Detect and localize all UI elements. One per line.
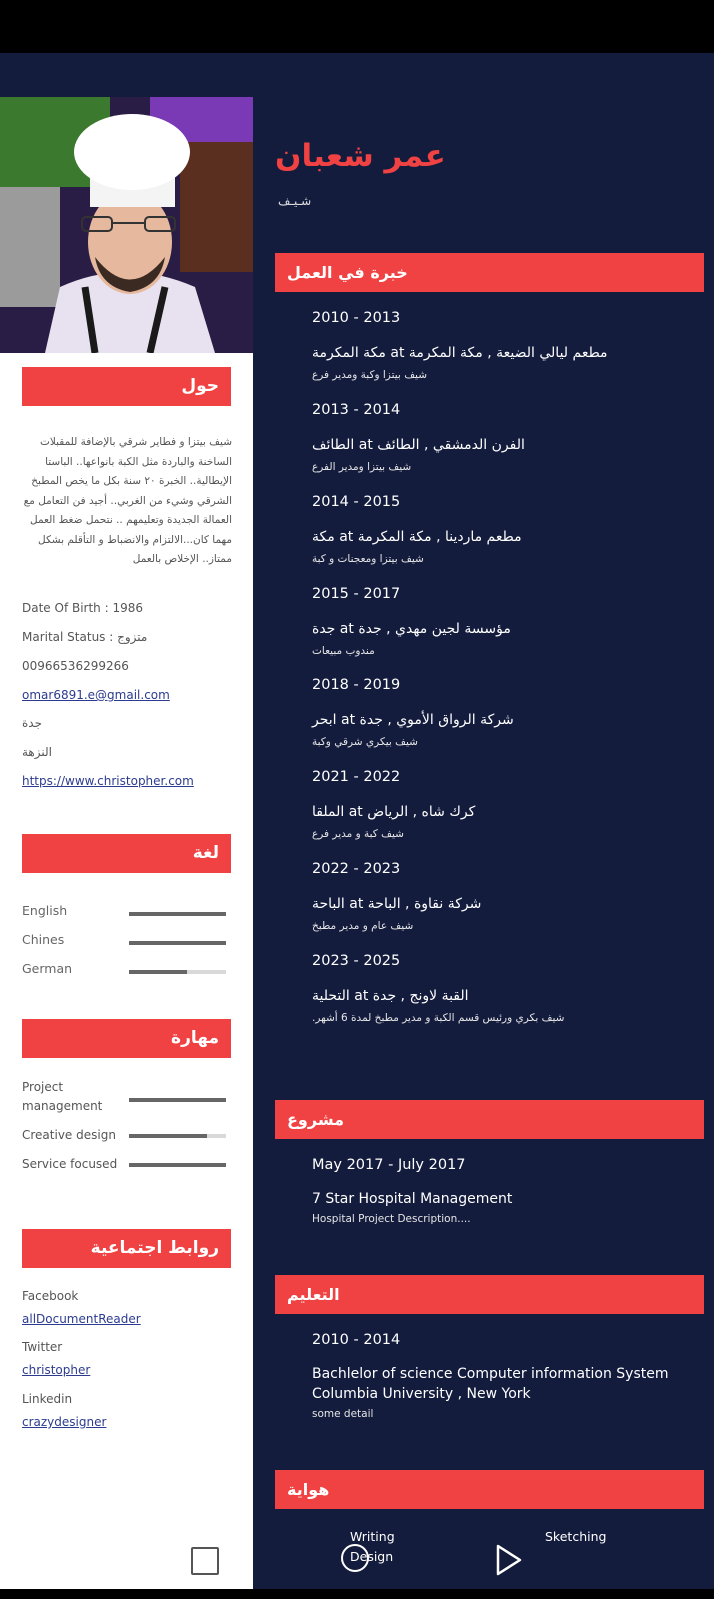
language-level-bar xyxy=(129,941,226,945)
hobby-item: Sketching xyxy=(545,1529,607,1544)
experience-desc: شيف كبة و مدير فرع xyxy=(312,828,404,840)
phone-number: 00966536299266 xyxy=(22,659,129,673)
navigation-bar xyxy=(0,1589,714,1599)
experience-title: شركة نقاوة , الباحة at الباحة xyxy=(312,896,482,912)
twitter-link[interactable]: christopher xyxy=(22,1363,91,1377)
job-role: شـيـف xyxy=(278,194,312,208)
education-years: 2010 - 2014 xyxy=(312,1332,401,1348)
person-name: عمر شعبان xyxy=(275,138,446,174)
email-link[interactable]: omar6891.e@gmail.com xyxy=(22,688,170,702)
project-date: May 2017 - July 2017 xyxy=(312,1157,466,1173)
date-of-birth: Date Of Birth : 1986 xyxy=(22,601,144,615)
hobbies-heading: هواية xyxy=(275,1470,704,1509)
experience-desc: شيف بيتزا ومدير الفرع xyxy=(312,461,412,473)
project-name: 7 Star Hospital Management xyxy=(312,1191,513,1207)
skill-name: Creative design xyxy=(22,1128,116,1142)
skill-level-bar xyxy=(129,1098,226,1102)
about-heading: حول xyxy=(22,367,231,406)
play-icon[interactable] xyxy=(494,1543,524,1577)
experience-years: 2013 - 2014 xyxy=(312,402,401,418)
social-heading: روابط اجتماعية xyxy=(22,1229,231,1268)
experience-years: 2018 - 2019 xyxy=(312,677,401,693)
experience-years: 2023 - 2025 xyxy=(312,953,401,969)
education-heading: التعليم xyxy=(275,1275,704,1314)
experience-years: 2015 - 2017 xyxy=(312,586,401,602)
district: النزهة xyxy=(22,745,52,759)
facebook-link[interactable]: allDocumentReader xyxy=(22,1312,141,1326)
experience-title: الفرن الدمشقي , الطائف at الطائف xyxy=(312,437,525,453)
about-text: شيف بيتزا و فطاير شرقي بالإضافة للمقبلات الساخنة والباردة مثل الكبة بانواعها.. الباستا الإيطالية.. الخبرة ٢٠ سنة بكل ما يخص المطبخ الشرقي وشيء من الغربي.. أجيد فن التعامل مع العمالة الجديدة وتعليمهم .. نتحمل ضغط العمل مهما كان...الالتزام والانضباط و التأقلم بشكل ممتاز.. الإخلاص بالعمل xyxy=(23,436,232,565)
city: جدة xyxy=(22,716,43,730)
experience-title: مطعم ليالي الضيعة , مكة المكرمة at مكة المكرمة xyxy=(312,345,608,361)
experience-years: 2021 - 2022 xyxy=(312,769,401,785)
social-label-twitter: Twitter xyxy=(22,1340,63,1354)
education-degree: Bachlelor of science Computer information System xyxy=(312,1366,669,1382)
experience-title: شركة الرواق الأموي , جدة at ابحر xyxy=(312,712,514,728)
chef-portrait-icon xyxy=(0,97,253,353)
project-desc: Hospital Project Description.... xyxy=(312,1213,471,1225)
education-detail: some detail xyxy=(312,1408,374,1420)
language-level-bar xyxy=(129,970,226,974)
profile-photo xyxy=(0,97,253,353)
marital-status: Marital Status : متزوج xyxy=(22,630,148,644)
language-name: Chines xyxy=(22,932,65,947)
circle-icon[interactable] xyxy=(341,1544,369,1572)
experience-heading: خبرة في العمل xyxy=(275,253,704,292)
skill-name: Service focused xyxy=(22,1157,118,1171)
experience-title: مؤسسة لجين مهدي , جدة at جدة xyxy=(312,621,511,637)
social-label-facebook: Facebook xyxy=(22,1289,79,1303)
skill-level-bar xyxy=(129,1134,226,1138)
language-name: English xyxy=(22,903,68,918)
social-label-linkedin: Linkedin xyxy=(22,1392,73,1406)
experience-desc: مندوب مبيعات xyxy=(312,645,375,657)
skills-heading: مهارة xyxy=(22,1019,231,1058)
education-school: Columbia University , New York xyxy=(312,1386,531,1402)
language-level-bar xyxy=(129,912,226,916)
hobby-item: Design xyxy=(350,1549,394,1564)
experience-title: مطعم ماردينا , مكة المكرمة at مكة xyxy=(312,529,522,545)
language-name: German xyxy=(22,961,73,976)
languages-heading: لغة xyxy=(22,834,231,873)
linkedin-link[interactable]: crazydesigner xyxy=(22,1415,107,1429)
experience-title: القبة لاونج , جدة at التحلية xyxy=(312,988,469,1004)
skill-level-bar xyxy=(129,1163,226,1167)
experience-years: 2014 - 2015 xyxy=(312,494,401,510)
website-link[interactable]: https://www.christopher.com xyxy=(22,774,194,788)
status-bar xyxy=(0,0,714,53)
experience-title: كرك شاه , الرياض at الملقا xyxy=(312,804,476,820)
experience-years: 2022 - 2023 xyxy=(312,861,401,877)
square-icon[interactable] xyxy=(191,1547,219,1575)
experience-desc: شيف عام و مدير مطبخ xyxy=(312,920,414,932)
hobby-item: Writing xyxy=(350,1529,395,1544)
experience-years: 2010 - 2013 xyxy=(312,310,401,326)
experience-desc: شيف بيتزا ومعجنات و كبة xyxy=(312,553,424,565)
skill-name: Project management xyxy=(22,1080,103,1113)
project-heading: مشروع xyxy=(275,1100,704,1139)
experience-desc: شيف بكري ورئيس قسم الكبة و مدير مطبخ لمدة 6 أشهر. xyxy=(312,1012,565,1024)
experience-desc: شيف بيتزا وكبة ومدير فرع xyxy=(312,369,428,381)
experience-desc: شيف بيكري شرقي وكبة xyxy=(312,736,418,748)
